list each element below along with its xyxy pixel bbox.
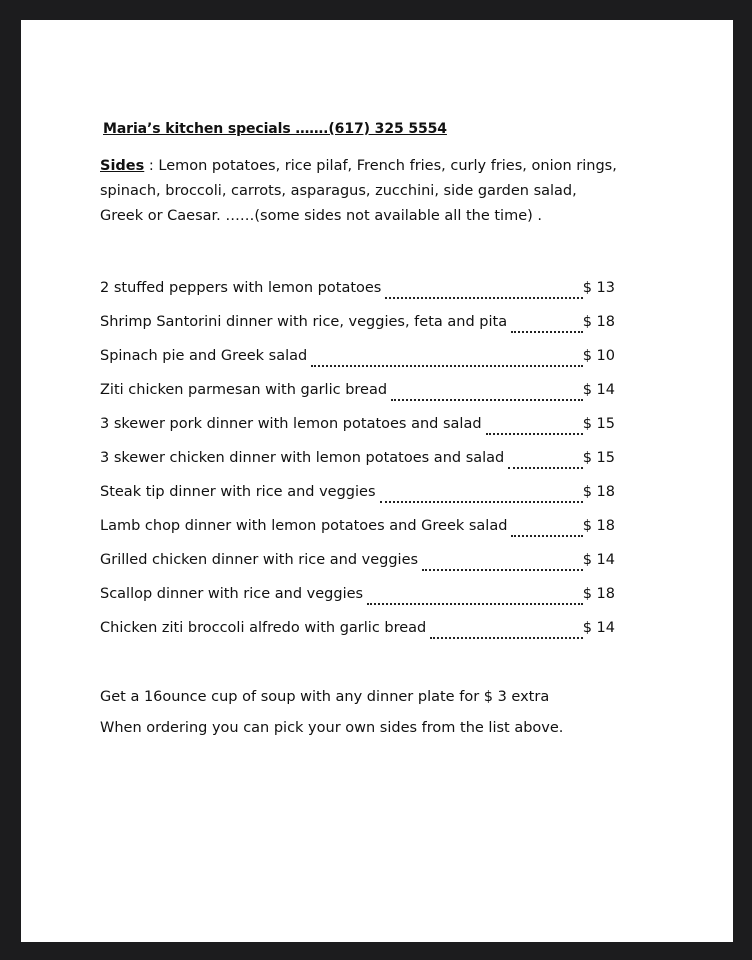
menu-item-price: $ 10 (582, 348, 615, 364)
menu-item-price: $ 14 (582, 552, 615, 568)
dot-leader (430, 637, 582, 639)
dot-leader (367, 603, 583, 605)
menu-item-name: 2 stuffed peppers with lemon potatoes (100, 280, 382, 296)
sides-paragraph (100, 154, 620, 229)
menu-item-name: Grilled chicken dinner with rice and veggies (100, 552, 419, 568)
menu-item-name: Steak tip dinner with rice and veggies (100, 484, 376, 500)
menu-item-price: $ 18 (582, 484, 615, 500)
menu-item-name: Chicken ziti broccoli alfredo with garlic bread (100, 620, 427, 636)
menu-item-price: $ 18 (582, 586, 615, 602)
menu-item-price: $ 15 (582, 450, 615, 466)
menu-item-name: Lamb chop dinner with lemon potatoes and Greek salad (100, 518, 508, 534)
menu-item (100, 407, 615, 441)
dot-leader (508, 467, 582, 469)
menu-item-name: Scallop dinner with rice and veggies (100, 586, 364, 602)
menu-item (100, 475, 615, 509)
menu-item-name: 3 skewer pork dinner with lemon potatoes and salad (100, 416, 482, 432)
menu-item-price: $ 14 (582, 620, 615, 636)
menu-item (100, 339, 615, 373)
soup-note: Get a 16ounce cup of soup with any dinner plate for $ 3 extra (100, 689, 550, 705)
dot-leader (311, 365, 582, 367)
dot-leader (511, 331, 583, 333)
footer-notes (100, 682, 563, 744)
dot-leader (486, 433, 583, 435)
menu-list (100, 271, 615, 645)
menu-item-name: Shrimp Santorini dinner with rice, veggies, feta and pita (100, 314, 508, 330)
sides-note: When ordering you can pick your own sides from the list above. (100, 720, 564, 736)
menu-item-price: $ 18 (582, 314, 615, 330)
dot-leader (391, 399, 583, 401)
menu-item (100, 543, 615, 577)
menu-item-price: $ 13 (582, 280, 615, 296)
menu-item-price: $ 15 (582, 416, 615, 432)
menu-item (100, 373, 615, 407)
dot-leader (511, 535, 582, 537)
menu-item (100, 271, 615, 305)
dot-leader (385, 297, 582, 299)
dot-leader (422, 569, 583, 571)
menu-item (100, 441, 615, 475)
sides-separator: : (144, 158, 159, 174)
menu-item-name: 3 skewer chicken dinner with lemon potatoes and salad (100, 450, 505, 466)
menu-item (100, 577, 615, 611)
menu-item-name: Ziti chicken parmesan with garlic bread (100, 382, 388, 398)
sides-label: Sides (100, 158, 145, 174)
menu-item (100, 305, 615, 339)
sides-text: Lemon potatoes, rice pilaf, French fries, curly fries, onion rings, spinach, broccoli, carrots, asparagus, zucchini, side garden salad, Greek or Caesar. ……(some sides not available all the time) . (100, 158, 617, 224)
menu-item (100, 611, 615, 645)
menu-item-name: Spinach pie and Greek salad (100, 348, 308, 364)
page-title: Maria’s kitchen specials …….(617) 325 5554 (103, 121, 447, 137)
menu-item-price: $ 14 (582, 382, 615, 398)
menu-page (21, 20, 733, 942)
menu-item-price: $ 18 (582, 518, 615, 534)
dot-leader (380, 501, 583, 503)
menu-item (100, 509, 615, 543)
